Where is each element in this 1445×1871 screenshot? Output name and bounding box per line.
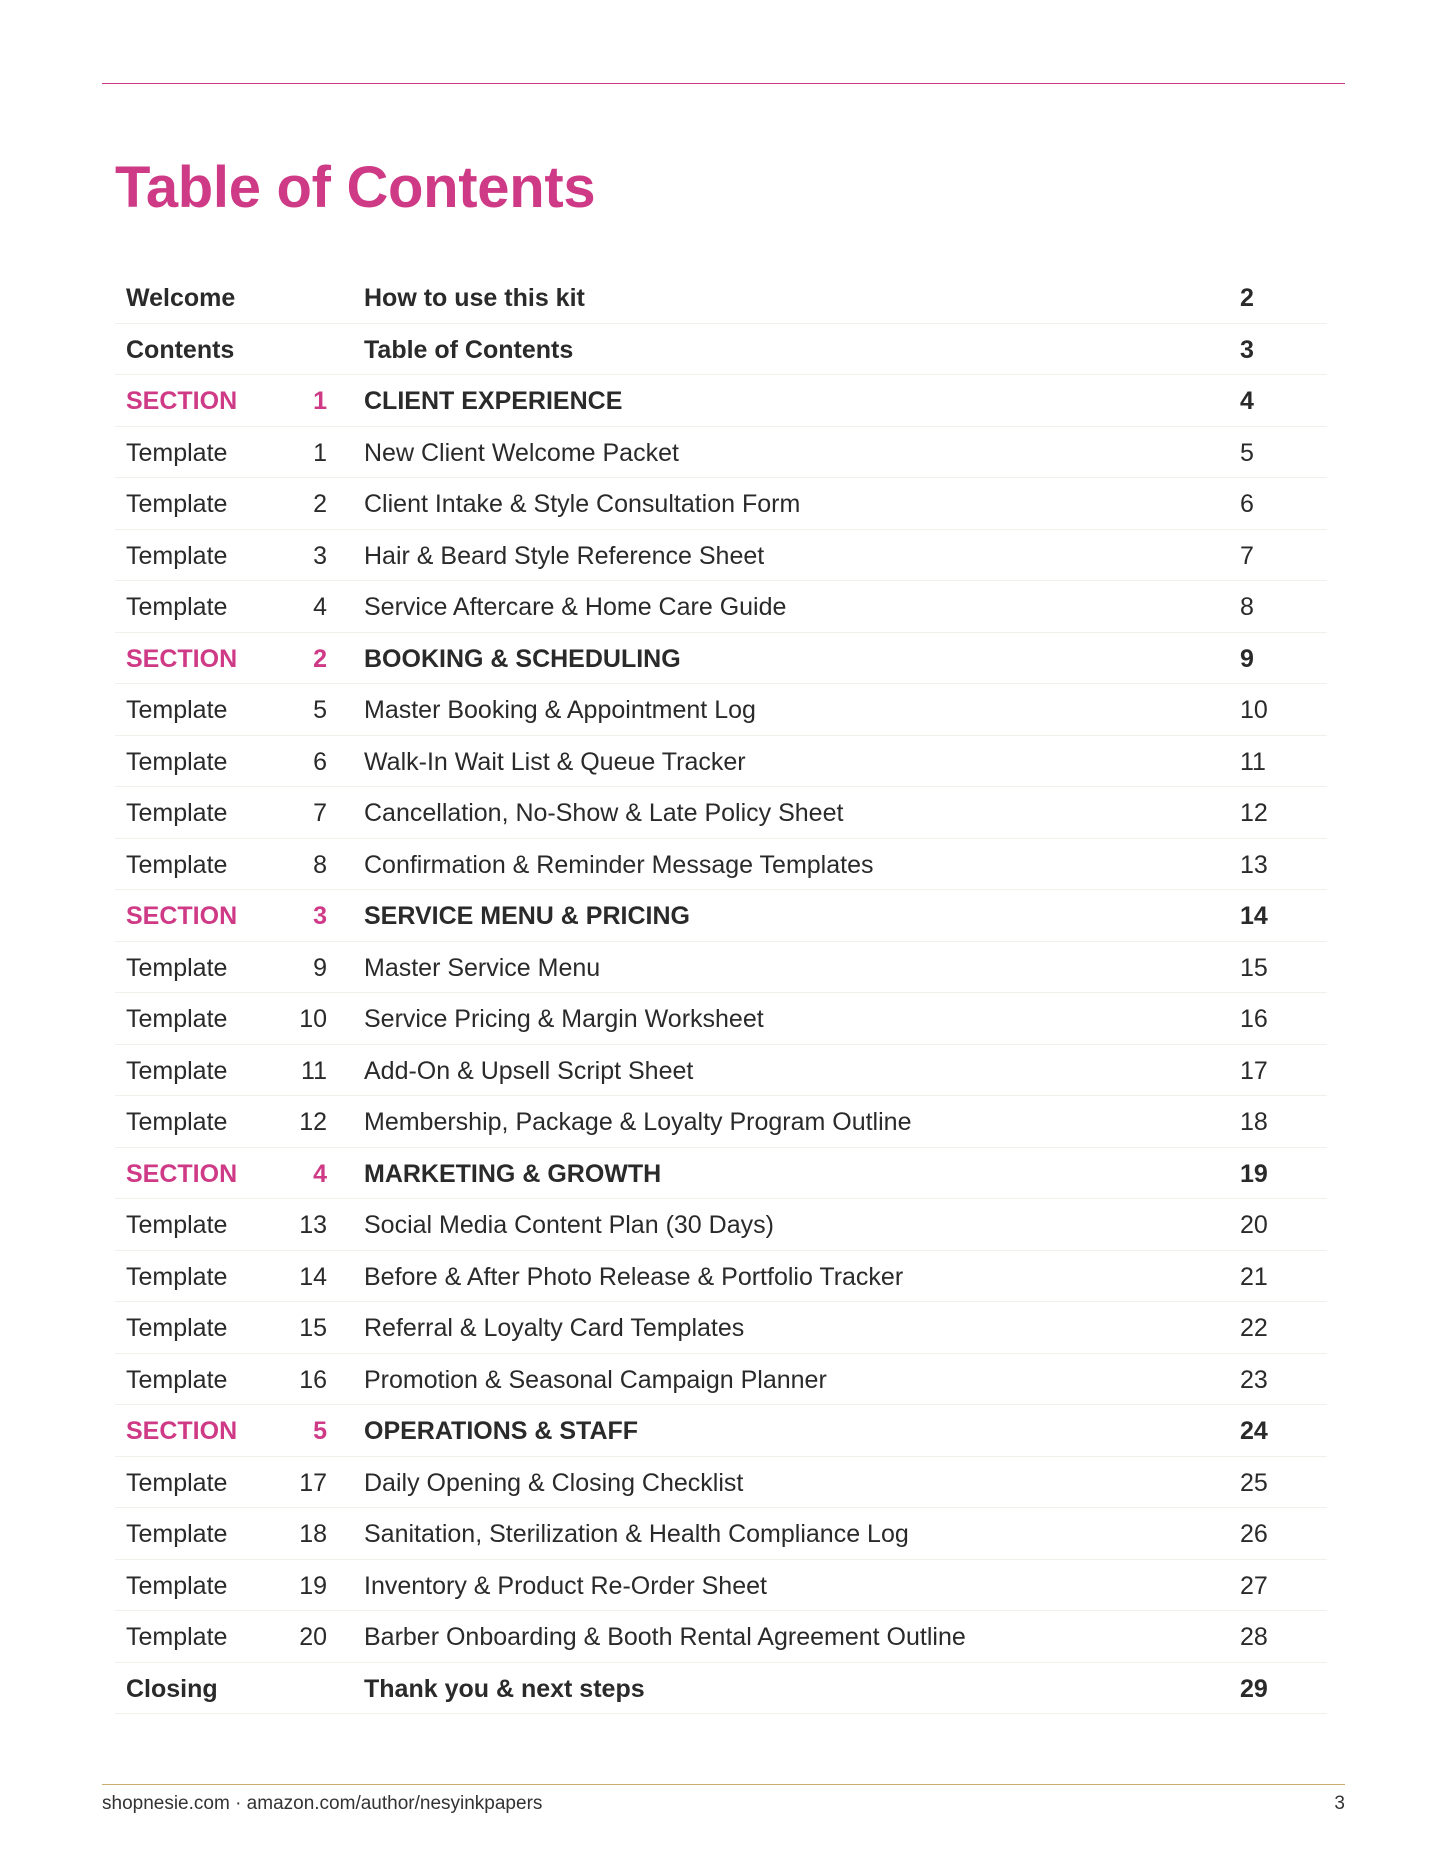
toc-entry-title: Confirmation & Reminder Message Templates xyxy=(364,850,874,879)
toc-section-row[interactable] xyxy=(115,633,1327,685)
toc-entry-title: Referral & Loyalty Card Templates xyxy=(364,1314,745,1342)
toc-entry-label: Contents xyxy=(126,335,235,364)
toc-entry-label: Template xyxy=(126,850,228,879)
toc-entry-number: 17 xyxy=(299,1468,327,1497)
toc-template-row[interactable] xyxy=(115,581,1327,633)
toc-entry-page: 6 xyxy=(1240,490,1254,518)
toc-entry-page: 19 xyxy=(1240,1159,1268,1188)
toc-entry-title: Inventory & Product Re-Order Sheet xyxy=(364,1571,767,1600)
toc-front-row[interactable] xyxy=(115,272,1327,324)
page-title: Table of Contents xyxy=(115,155,596,220)
toc-entry-number: 8 xyxy=(313,850,327,879)
toc-entry-label: Template xyxy=(126,799,228,827)
toc-entry-page: 7 xyxy=(1240,541,1254,570)
toc-template-row[interactable] xyxy=(115,1560,1327,1612)
toc-entry-title: Social Media Content Plan (30 Days) xyxy=(364,1211,774,1239)
toc-entry-label: Closing xyxy=(126,1674,218,1703)
toc-template-row[interactable] xyxy=(115,1354,1327,1406)
toc-entry-page: 8 xyxy=(1240,593,1254,621)
toc-entry-number: 9 xyxy=(313,953,327,982)
toc-entry-number: 15 xyxy=(299,1314,327,1342)
toc-section-row[interactable] xyxy=(115,890,1327,942)
toc-entry-page: 16 xyxy=(1240,1005,1268,1033)
toc-entry-label: Template xyxy=(126,438,228,467)
toc-entry-page: 20 xyxy=(1240,1211,1268,1239)
toc-entry-number: 1 xyxy=(313,438,327,467)
toc-entry-label: Template xyxy=(126,1262,228,1291)
toc-entry-title: Service Aftercare & Home Care Guide xyxy=(364,593,787,621)
toc-entry-title: Sanitation, Sterilization & Health Compliance Log xyxy=(364,1520,909,1548)
toc-entry-page: 23 xyxy=(1240,1365,1268,1394)
toc-template-row[interactable] xyxy=(115,1302,1327,1354)
toc-template-row[interactable] xyxy=(115,1199,1327,1251)
toc-template-row[interactable] xyxy=(115,993,1327,1045)
toc-entry-page: 24 xyxy=(1240,1417,1268,1445)
toc-entry-title: Promotion & Seasonal Campaign Planner xyxy=(364,1365,827,1394)
toc-entry-number: 4 xyxy=(313,1159,327,1188)
toc-entry-number: 19 xyxy=(299,1571,327,1600)
toc-entry-title: Master Service Menu xyxy=(364,953,601,982)
toc-entry-page: 2 xyxy=(1240,284,1254,312)
toc-entry-number: 14 xyxy=(299,1262,327,1291)
toc-entry-label: SECTION xyxy=(126,387,238,415)
toc-template-row[interactable] xyxy=(115,478,1327,530)
toc-entry-title: Client Intake & Style Consultation Form xyxy=(364,490,801,518)
toc-template-row[interactable] xyxy=(115,787,1327,839)
toc-entry-title: Thank you & next steps xyxy=(364,1674,645,1703)
toc-section-row[interactable] xyxy=(115,375,1327,427)
toc-template-row[interactable] xyxy=(115,1251,1327,1303)
toc-entry-label: Template xyxy=(126,1520,228,1548)
toc-entry-label: Template xyxy=(126,1211,228,1239)
toc-entry-label: Template xyxy=(126,541,228,570)
toc-entry-page: 10 xyxy=(1240,696,1268,724)
toc-entry-title: Table of Contents xyxy=(364,335,574,364)
toc-entry-label: Template xyxy=(126,1571,228,1600)
toc-table xyxy=(115,272,1327,1714)
toc-entry-title: Cancellation, No-Show & Late Policy Sheet xyxy=(364,799,844,827)
toc-entry-page: 27 xyxy=(1240,1571,1268,1600)
toc-entry-label: Template xyxy=(126,696,228,724)
toc-entry-title: Service Pricing & Margin Worksheet xyxy=(364,1005,764,1033)
toc-entry-page: 14 xyxy=(1240,902,1268,930)
footer-rule xyxy=(102,1784,1345,1785)
toc-entry-label: SECTION xyxy=(126,644,238,673)
toc-entry-title: SERVICE MENU & PRICING xyxy=(364,902,690,930)
toc-template-row[interactable] xyxy=(115,736,1327,788)
toc-template-row[interactable] xyxy=(115,1508,1327,1560)
toc-entry-label: Template xyxy=(126,1056,228,1085)
toc-entry-number: 16 xyxy=(299,1365,327,1394)
toc-entry-number: 4 xyxy=(313,593,327,621)
toc-entry-page: 3 xyxy=(1240,335,1254,364)
toc-entry-label: SECTION xyxy=(126,1417,238,1445)
toc-entry-number: 7 xyxy=(313,799,327,827)
toc-entry-page: 18 xyxy=(1240,1108,1268,1136)
toc-entry-number: 3 xyxy=(313,902,327,930)
toc-section-row[interactable] xyxy=(115,1405,1327,1457)
toc-template-row[interactable] xyxy=(115,1096,1327,1148)
toc-entry-number: 1 xyxy=(313,387,327,415)
toc-entry-title: How to use this kit xyxy=(364,284,585,312)
header-rule xyxy=(102,83,1345,84)
toc-entry-title: OPERATIONS & STAFF xyxy=(364,1417,639,1445)
toc-entry-number: 2 xyxy=(313,644,327,673)
toc-entry-number: 12 xyxy=(299,1108,327,1136)
toc-entry-number: 13 xyxy=(299,1211,327,1239)
toc-entry-page: 29 xyxy=(1240,1674,1268,1703)
toc-entry-page: 12 xyxy=(1240,799,1268,827)
toc-entry-title: CLIENT EXPERIENCE xyxy=(364,387,623,415)
toc-entry-page: 28 xyxy=(1240,1623,1268,1651)
toc-entry-label: SECTION xyxy=(126,1159,238,1188)
toc-entry-page: 17 xyxy=(1240,1056,1268,1085)
toc-entry-title: Barber Onboarding & Booth Rental Agreement Outline xyxy=(364,1623,966,1651)
toc-template-row[interactable] xyxy=(115,1457,1327,1509)
toc-front-row[interactable] xyxy=(115,1663,1327,1715)
toc-template-row[interactable] xyxy=(115,530,1327,582)
toc-entry-page: 21 xyxy=(1240,1262,1268,1291)
toc-entry-label: Template xyxy=(126,1468,228,1497)
toc-entry-number: 11 xyxy=(301,1056,327,1085)
toc-entry-title: Before & After Photo Release & Portfolio Tracker xyxy=(364,1262,904,1291)
toc-entry-title: MARKETING & GROWTH xyxy=(364,1159,662,1188)
toc-entry-label: SECTION xyxy=(126,902,238,930)
toc-entry-number: 2 xyxy=(313,490,327,518)
toc-entry-number: 5 xyxy=(313,1417,327,1445)
toc-entry-page: 26 xyxy=(1240,1520,1268,1548)
toc-entry-page: 13 xyxy=(1240,850,1268,879)
toc-entry-number: 10 xyxy=(299,1005,327,1033)
toc-entry-number: 20 xyxy=(299,1623,327,1651)
toc-entry-label: Template xyxy=(126,953,228,982)
toc-entry-page: 9 xyxy=(1240,644,1254,673)
toc-entry-label: Template xyxy=(126,1314,228,1342)
toc-entry-number: 18 xyxy=(299,1520,327,1548)
toc-entry-number: 6 xyxy=(313,747,327,776)
toc-entry-label: Template xyxy=(126,1108,228,1136)
toc-entry-label: Template xyxy=(126,1365,228,1394)
toc-entry-title: Walk-In Wait List & Queue Tracker xyxy=(364,747,746,776)
page-number: 3 xyxy=(1334,1793,1345,1814)
toc-entry-page: 25 xyxy=(1240,1468,1268,1497)
toc-entry-title: Daily Opening & Closing Checklist xyxy=(364,1468,744,1497)
toc-entry-title: Add-On & Upsell Script Sheet xyxy=(364,1056,694,1085)
toc-template-row[interactable] xyxy=(115,1045,1327,1097)
toc-entry-label: Template xyxy=(126,593,228,621)
toc-entry-title: Master Booking & Appointment Log xyxy=(364,696,756,724)
toc-section-row[interactable] xyxy=(115,1148,1327,1200)
toc-entry-title: Membership, Package & Loyalty Program Outline xyxy=(364,1108,912,1136)
toc-template-row[interactable] xyxy=(115,1611,1327,1663)
toc-template-row[interactable] xyxy=(115,942,1327,994)
toc-entry-title: BOOKING & SCHEDULING xyxy=(364,644,681,673)
toc-entry-label: Template xyxy=(126,490,228,518)
toc-entry-label: Welcome xyxy=(126,284,236,312)
toc-front-row[interactable] xyxy=(115,324,1327,376)
toc-entry-number: 3 xyxy=(313,541,327,570)
toc-entry-page: 5 xyxy=(1240,438,1254,467)
toc-entry-page: 4 xyxy=(1240,387,1254,415)
toc-entry-title: New Client Welcome Packet xyxy=(364,438,679,467)
toc-template-row[interactable] xyxy=(115,684,1327,736)
toc-entry-label: Template xyxy=(126,747,228,776)
toc-entry-page: 22 xyxy=(1240,1314,1268,1342)
toc-entry-page: 11 xyxy=(1240,747,1266,776)
toc-entry-title: Hair & Beard Style Reference Sheet xyxy=(364,541,765,570)
footer-links: shopnesie.com · amazon.com/author/nesyinkpapers xyxy=(102,1793,543,1814)
toc-entry-number: 5 xyxy=(313,696,327,724)
toc-template-row[interactable] xyxy=(115,839,1327,891)
toc-entry-label: Template xyxy=(126,1623,228,1651)
toc-entry-page: 15 xyxy=(1240,953,1268,982)
toc-entry-label: Template xyxy=(126,1005,228,1033)
toc-template-row[interactable] xyxy=(115,427,1327,479)
